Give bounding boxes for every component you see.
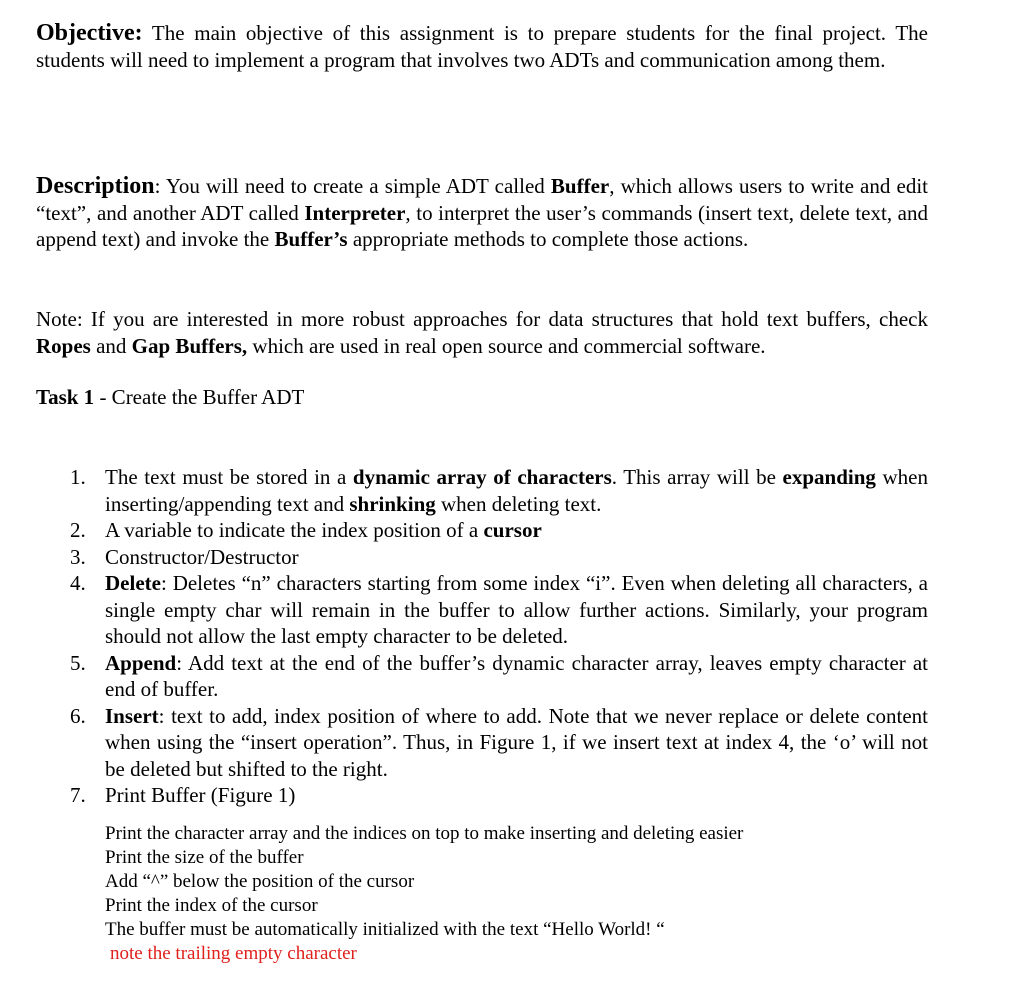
- list-text: : Add text at the end of the buffer’s dynamic character array, leaves empty character at end of buffer.: [105, 650, 928, 701]
- list-number: 6.: [70, 703, 86, 728]
- trailing-char-note: note the trailing empty character: [110, 943, 357, 964]
- list-number: 3.: [70, 544, 86, 569]
- list-bold: dynamic array of characters: [352, 465, 612, 489]
- list-bold: Insert: [105, 703, 159, 728]
- print-note-line: Print the size of the buffer: [105, 847, 304, 868]
- description-text: , to interpret the user’s commands (insert text, delete text, and append text) and invoke the: [36, 200, 928, 251]
- description-bold-buffers: Buffer’s: [274, 227, 348, 251]
- description-text: appropriate methods to complete those actions.: [347, 227, 749, 251]
- list-number: 7.: [70, 783, 86, 807]
- objective-paragraph: [36, 20, 928, 73]
- task1-text: - Create the Buffer ADT: [94, 385, 305, 409]
- print-note-line: The buffer must be automatically initialized with the text “Hello World! “: [105, 919, 665, 940]
- list-text: A variable to indicate the index position of a: [105, 518, 484, 542]
- list-item: [36, 570, 928, 650]
- list-text: : Deletes “n” characters starting from some index “i”. Even when deleting all characters, a single empty char will remain in the buffer to allow further actions. Similarly, your program should not allow the last empty character to be deleted.: [105, 571, 928, 648]
- list-number: 1.: [70, 465, 86, 489]
- note-paragraph: [36, 306, 928, 359]
- note-bold-ropes: Ropes: [36, 333, 91, 358]
- description-paragraph: [36, 173, 928, 253]
- list-bold: Delete: [105, 571, 161, 595]
- print-note-line: Print the character array and the indices on top to make inserting and deleting easier: [105, 823, 744, 844]
- objective-text: The main objective of this assignment is to prepare students for the final project. The students will need to implement a program that involves two ADTs and communication among them.: [36, 21, 928, 72]
- description-text: : You will need to create a simple ADT called: [154, 174, 551, 198]
- list-item: [36, 782, 928, 809]
- print-buffer-notes: [105, 822, 743, 966]
- list-bold: cursor: [483, 518, 542, 542]
- list-bold: expanding: [782, 465, 876, 489]
- list-item: [36, 464, 928, 517]
- print-note-line: Print the index of the cursor: [105, 895, 318, 916]
- note-bold-gap-buffers: Gap Buffers,: [131, 333, 248, 358]
- description-label: Description: [36, 173, 155, 199]
- list-text: . This array will be: [611, 465, 783, 489]
- list-number: 2.: [70, 518, 86, 542]
- list-text: when inserting/appending text and: [105, 465, 928, 516]
- list-text: Constructor/Destructor: [105, 544, 299, 569]
- list-text: : text to add, index position of where to add. Note that we never replace or delete content when using the “insert operation”. Thus, in Figure 1, if we insert text at index 4, the ‘o’ will not be deleted but shifted to the right.: [105, 703, 928, 781]
- description-bold-interpreter: Interpreter: [304, 200, 406, 225]
- list-item: [36, 517, 928, 544]
- list-item: [36, 703, 928, 783]
- list-text: The text must be stored in a: [105, 465, 353, 489]
- list-item: [36, 544, 928, 571]
- list-text: Print Buffer (Figure 1): [105, 783, 296, 807]
- list-number: 4.: [70, 571, 86, 595]
- list-text: when deleting text.: [435, 491, 602, 516]
- print-note-line: Add “^” below the position of the cursor: [105, 871, 415, 892]
- list-bold: Append: [105, 650, 177, 675]
- description-bold-buffer: Buffer: [550, 174, 610, 198]
- note-text: Note: If you are interested in more robust approaches for data structures that hold text buffers, check: [36, 307, 928, 331]
- task1-heading: [36, 384, 304, 411]
- task1-label: Task 1: [36, 385, 95, 409]
- list-number: 5.: [70, 650, 86, 675]
- note-text: and: [90, 333, 132, 358]
- note-text: which are used in real open source and commercial software.: [247, 333, 766, 358]
- list-bold: shrinking: [349, 491, 436, 516]
- requirements-list: [36, 464, 928, 809]
- objective-label: Objective:: [36, 20, 143, 46]
- description-text: , which allows users to write and edit “text”, and another ADT called: [36, 174, 928, 225]
- list-item: [36, 650, 928, 703]
